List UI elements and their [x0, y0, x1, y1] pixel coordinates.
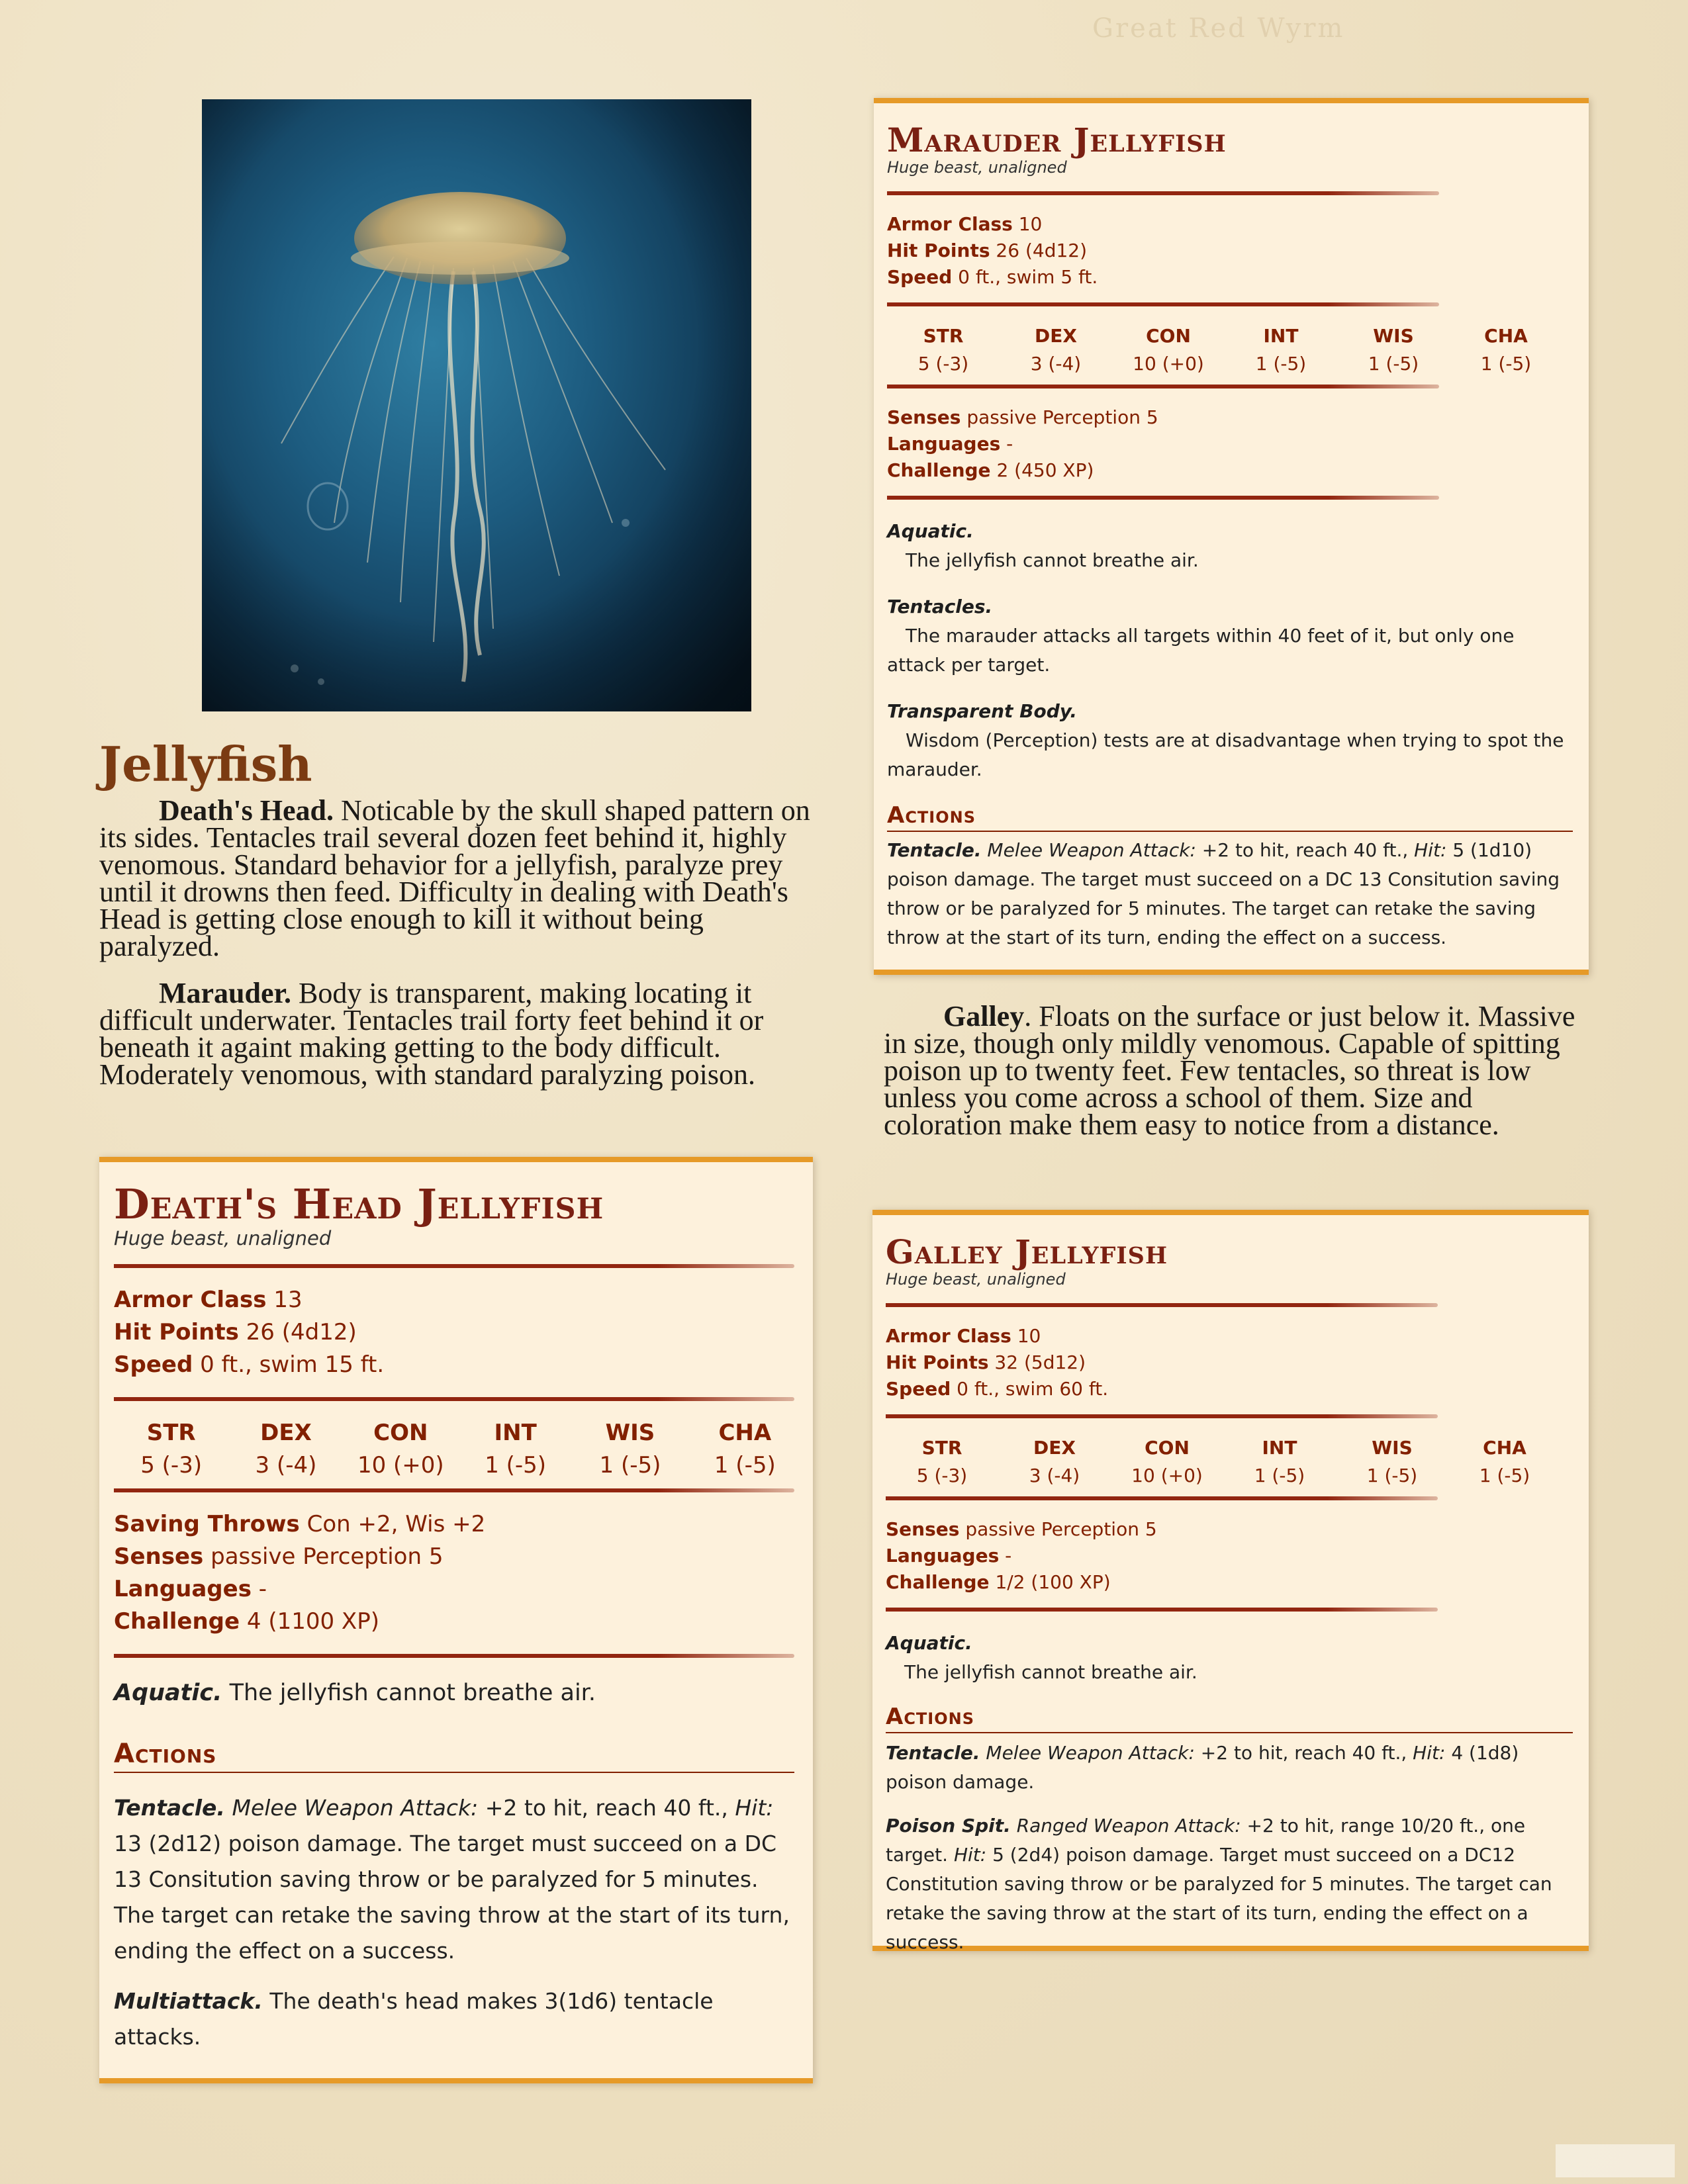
ability-str: STR 5 (-3): [916, 1437, 968, 1486]
ability-scores: [887, 322, 1562, 378]
galley-description: [884, 1000, 1592, 1141]
ability-cha: CHA 1 (-5): [1480, 325, 1532, 375]
ability-wis: WIS 1 (-5): [1366, 1437, 1418, 1486]
ability-dex: DEX 3 (-4): [255, 1420, 317, 1479]
divider: [886, 1496, 1438, 1500]
ability-con: CON 10 (+0): [1133, 325, 1204, 375]
hit-points: Hit Points 26 (4d12): [114, 1319, 357, 1346]
deaths-head-lead: Death's Head.: [159, 794, 334, 827]
challenge: Challenge 2 (450 XP): [887, 459, 1094, 481]
trait-transparent-text: Wisdom (Perception) tests are at disadvantage when trying to spot the marauder.: [887, 729, 1564, 780]
stat-block-name: Marauder Jellyfish: [887, 120, 1227, 159]
trait-aquatic-name: Aquatic.: [886, 1632, 972, 1654]
divider: [887, 385, 1439, 388]
armor-class: Armor Class 10: [886, 1325, 1041, 1347]
hit-points: Hit Points 32 (5d12): [886, 1351, 1086, 1373]
ability-wis: WIS 1 (-5): [1368, 325, 1419, 375]
action-tentacle: Tentacle. Melee Weapon Attack: +2 to hit, reach 40 ft., Hit: 4 (1d8) poison damage.: [886, 1742, 1519, 1793]
deaths-head-text: Noticable by the skull shaped pattern on its sides. Tentacles trail several dozen feet behind it, highly venomous. Standard behavior for a jellyfish, paralyze prey until it drowns then feed. Difficulty in dealing with Death's Head is getting close enough to kill it without being paralyzed.: [99, 794, 810, 963]
ability-cha: CHA 1 (-5): [1479, 1437, 1530, 1486]
armor-class: Armor Class 10: [887, 213, 1043, 235]
galley-lead: Galley: [943, 1000, 1025, 1032]
action-poison-spit: Poison Spit. Ranged Weapon Attack: +2 to hit, range 10/20 ft., one target. Hit: 5 (2d4) poison damage. Target must succeed on a DC12 Constitution saving throw or be paralyzed for 5 minutes. The target can retake the saving throw at the start of its turn, ending the effect on a success.: [886, 1815, 1552, 1953]
saving-throws: Saving Throws Con +2, Wis +2: [114, 1511, 486, 1538]
trait-aquatic: Aquatic. The jellyfish cannot breathe air.: [114, 1680, 596, 1707]
divider: [114, 1488, 794, 1492]
divider: [887, 496, 1439, 500]
marauder-stat-block: [874, 98, 1589, 975]
trait-aquatic-text: The jellyfish cannot breathe air.: [904, 1661, 1197, 1683]
left-column: [99, 738, 814, 1108]
trait-aquatic-name: Aquatic.: [887, 520, 974, 542]
ability-con: CON 10 (+0): [357, 1420, 444, 1479]
background-map-label: Great Red Wyrm: [1092, 13, 1345, 44]
marauder-text: Body is transparent, making locating it difficult underwater. Tentacles trail forty feet behind it or beneath it againt making getting to the body difficult. Moderately venomous, with standard paralyzing poison.: [99, 977, 764, 1091]
actions-heading: Actions: [886, 1702, 1573, 1733]
actions-heading: Actions: [114, 1736, 794, 1773]
deaths-head-description: [99, 794, 814, 963]
trait-tentacles-name: Tentacles.: [887, 596, 993, 617]
ability-scores: [886, 1434, 1561, 1490]
divider: [887, 191, 1439, 195]
ability-cha: CHA 1 (-5): [714, 1420, 776, 1479]
marauder-description: [99, 977, 814, 1091]
languages: Languages -: [114, 1576, 267, 1603]
challenge: Challenge 1/2 (100 XP): [886, 1571, 1111, 1593]
ability-str: STR 5 (-3): [917, 325, 969, 375]
hit-points: Hit Points 26 (4d12): [887, 240, 1088, 261]
page-title: Jellyfish: [99, 736, 312, 792]
divider: [114, 1397, 794, 1401]
jellyfish-illustration: [202, 99, 751, 711]
ability-dex: DEX 3 (-4): [1029, 1437, 1080, 1486]
languages: Languages -: [886, 1545, 1012, 1567]
trait-transparent-name: Transparent Body.: [887, 700, 1078, 722]
page-footer-blank: [1556, 2144, 1675, 2177]
ability-int: INT 1 (-5): [1255, 325, 1307, 375]
stat-block-type: Huge beast, unaligned: [887, 158, 1067, 177]
stat-block-type: Huge beast, unaligned: [886, 1270, 1066, 1289]
senses: Senses passive Perception 5: [887, 406, 1158, 428]
divider: [114, 1654, 794, 1658]
ability-con: CON 10 (+0): [1131, 1437, 1203, 1486]
ability-str: STR 5 (-3): [140, 1420, 203, 1479]
divider: [114, 1264, 794, 1268]
ability-dex: DEX 3 (-4): [1030, 325, 1082, 375]
speed: Speed 0 ft., swim 5 ft.: [887, 266, 1098, 288]
divider: [886, 1303, 1438, 1307]
ability-scores: [114, 1417, 802, 1482]
ability-wis: WIS 1 (-5): [599, 1420, 661, 1479]
senses: Senses passive Perception 5: [886, 1518, 1157, 1540]
stat-block-type: Huge beast, unaligned: [114, 1227, 332, 1250]
traits: [887, 517, 1573, 784]
challenge: Challenge 4 (1100 XP): [114, 1608, 379, 1635]
action-tentacle: Tentacle. Melee Weapon Attack: +2 to hit, reach 40 ft., Hit: 5 (1d10) poison damage. The target must succeed on a DC 13 Consitution saving throw or be paralyzed for 5 minutes. The target can retake the saving throw at the start of its turn, ending the effect on a success.: [887, 839, 1560, 948]
speed: Speed 0 ft., swim 60 ft.: [886, 1378, 1109, 1400]
actions-heading: Actions: [887, 800, 1573, 832]
marauder-lead: Marauder.: [159, 977, 292, 1010]
galley-stat-block: [872, 1210, 1589, 1951]
galley-description-block: [884, 1000, 1592, 1158]
divider: [886, 1414, 1438, 1418]
traits: [886, 1629, 1573, 1687]
stat-block-name: Galley Jellyfish: [886, 1232, 1168, 1271]
languages: Languages -: [887, 433, 1013, 455]
senses: Senses passive Perception 5: [114, 1543, 444, 1570]
speed: Speed 0 ft., swim 15 ft.: [114, 1351, 385, 1379]
trait-aquatic-text: The jellyfish cannot breathe air.: [906, 549, 1199, 571]
trait-tentacles-text: The marauder attacks all targets within 40 feet of it, but only one attack per target.: [887, 625, 1515, 676]
divider: [886, 1608, 1438, 1612]
deaths-head-stat-block: [99, 1157, 813, 2083]
ability-int: INT 1 (-5): [485, 1420, 547, 1479]
action-multiattack: Multiattack. The death's head makes 3(1d6) tentacle attacks.: [114, 1988, 714, 2050]
divider: [887, 302, 1439, 306]
armor-class: Armor Class 13: [114, 1287, 303, 1314]
stat-block-name: Death's Head Jellyfish: [114, 1180, 604, 1228]
galley-text: . Floats on the surface or just below it. Massive in size, though only mildly venomous. Capable of spitting poison up to twenty feet. Few tentacles, so threat is low unless you come across a school of them. Size and coloration make them easy to notice from a distance.: [884, 1000, 1575, 1141]
action-tentacle: Tentacle. Melee Weapon Attack: +2 to hit, reach 40 ft., Hit: 13 (2d12) poison damage. The target must succeed on a DC 13 Consitution saving throw or be paralyzed for 5 minutes. The target can retake the saving throw at the start of its turn, ending the effect on a success.: [114, 1795, 790, 1964]
ability-int: INT 1 (-5): [1254, 1437, 1305, 1486]
